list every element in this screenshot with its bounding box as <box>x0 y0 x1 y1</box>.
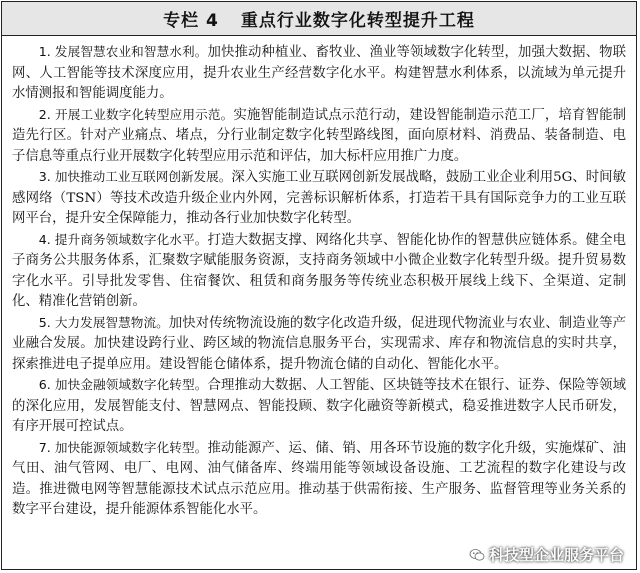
paragraph-text: 深入实施工业互联网创新发展战略，鼓励工业企业利用5G、时间敏感网络（TSN）等技术改造升级企业内外网，完善标识解析体系，打造若干具有国际竞争力的工业互联网平台，提升安全保障能力，推动各行业加快数字化转型。 <box>12 170 626 226</box>
paragraph-lead: 2. 开展工业数字化转型应用示范。 <box>38 106 234 122</box>
paragraph-text: 合理推动大数据、人工智能、区块链等技术在银行、证券、保险等领域的深化应用，发展智能支付、智慧网点、智能投顾、数字化融资等新模式，稳妥推进数字人民币研发，有序开展可控试点。 <box>12 378 626 434</box>
watermark-text: 科技型企业服务平台 <box>488 546 624 564</box>
paragraph-lead: 3. 加快推动工业互联网创新发展。 <box>38 169 232 184</box>
paragraph-lead: 4. 提升商务领域数字化水平。 <box>38 231 208 247</box>
paragraph-energy <box>12 438 626 521</box>
column-box <box>1 1 637 570</box>
wechat-icon <box>469 547 485 563</box>
paragraph-industry <box>12 105 626 168</box>
paragraph-logistics <box>12 313 626 376</box>
paragraph-text: 推动能源产、运、储、销、用各环节设施的数字化升级，实施煤矿、油气田、油气管网、电厂、电网、油气储备库、终端用能等领域设备设施、工艺流程的数字化建设与改造。推进微电网等智慧能源技术试点示范应用。推动基于供需衔接、生产服务、监督管理等业务关系的数字平台建设，提升能源体系智能化水平。 <box>12 440 626 517</box>
paragraph-text: 打造大数据支撑、网络化共享、智能化协作的智慧供应链体系。健全电子商务公共服务体系，汇聚数字赋能服务资源，支持商务领域中小微企业数字化转型升级。提升贸易数字化水平。引导批发零售、住宿餐饮、租赁和商务服务等传统业态积极开展线上线下、全渠道、定制化、精准化营销创新。 <box>12 232 626 309</box>
paragraph-lead: 7. 加快能源领域数字化转型。 <box>38 439 208 455</box>
paragraph-commerce <box>12 230 626 313</box>
paragraph-lead: 1. 发展智慧农业和智慧水利。 <box>38 44 208 59</box>
paragraph-text: 加快对传统物流设施的数字化改造升级，促进现代物流业与农业、制造业等产业融合发展。加快建设跨行业、跨区域的物流信息服务平台，实现需求、库存和物流信息的实时共享，探索推进电子提单应用。建设智能仓储体系，提升物流仓储的自动化、智能化水平。 <box>12 315 626 372</box>
paragraph-industrial-internet <box>12 167 626 230</box>
column-number: 专栏 4 <box>163 11 219 31</box>
paragraph-finance <box>12 375 626 438</box>
paragraph-lead: 5. 大力发展智慧物流。 <box>38 314 169 330</box>
column-body <box>2 36 636 521</box>
column-header <box>2 2 636 36</box>
column-title: 重点行业数字化转型提升工程 <box>240 11 475 31</box>
paragraph-text: 实施智能制造试点示范行动，建设智能制造示范工厂，培育智能制造先行区。针对产业痛点、堵点，分行业制定数字化转型路线图，面向原材料、消费品、装备制造、电子信息等重点行业开展数字化转型应用示范和评估，加大标杆应用推广力度。 <box>12 107 627 164</box>
watermark <box>469 544 624 565</box>
paragraph-text: 加快推动种植业、畜牧业、渔业等领域数字化转型，加强大数据、物联网、人工智能等技术深度应用，提升农业生产经营数字化水平。构建智慧水利体系，以流域为单元提升水情测报和智能调度能力。 <box>12 45 626 101</box>
paragraph-agriculture <box>12 42 626 105</box>
paragraph-lead: 6. 加快金融领域数字化转型。 <box>38 377 208 392</box>
